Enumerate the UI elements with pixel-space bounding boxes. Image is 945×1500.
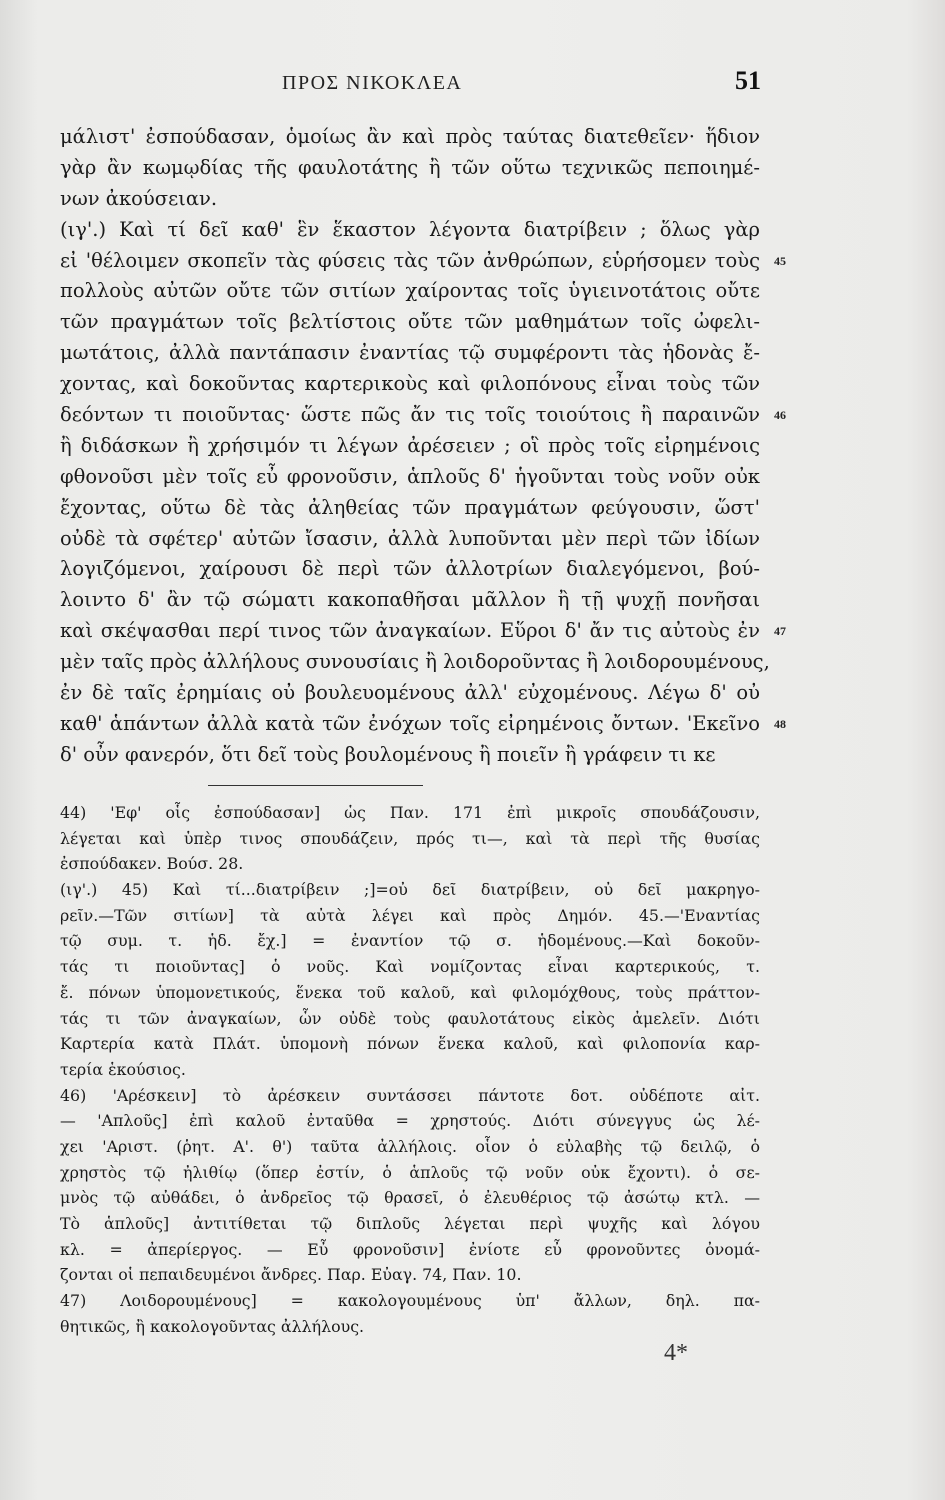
footnote-line: Τὸ ἁπλοῦς] ἀντιτίθεται τῷ διπλοῦς λέγεται περὶ ψυχῆς καὶ λόγου: [60, 1214, 760, 1233]
text-line: ἢ διδάσκων ἢ χρήσιμόν τι λέγων ἀρέσειεν ; οἳ πρὸς τοῖς εἰρημένοις: [60, 433, 760, 457]
page-header: [0, 66, 945, 102]
footnote-line: ρεῖν.—Τῶν σιτίων] τὰ αὐτὰ λέγει καὶ πρὸς Δημόν. 45.—'Εναντίας: [60, 905, 760, 925]
footnote-line: χρηστὸς τῷ ἠλιθίῳ (ὅπερ ἐστίν, ὁ ἁπλοῦς τῷ νοῦν οὐκ ἔχοντι). ὁ σε-: [60, 1162, 760, 1182]
footnote-line: 46) 'Αρέσκειν] τὸ ἀρέσκειν συντάσσει πάντοτε δοτ. οὐδέποτε αἰτ.: [60, 1085, 760, 1105]
footnotes: [60, 800, 760, 1339]
footnote-line: τάς τι ποιοῦντας] ὁ νοῦς. Καὶ νομίζοντας εἶναι καρτερικούς, τ.: [60, 957, 760, 977]
footnote-line: θητικῶς, ἢ κακολογοῦντας ἀλλήλους.: [60, 1316, 365, 1336]
text-line: φθονοῦσι μὲν τοῖς εὖ φρονοῦσιν, ἁπλοῦς δ' ἡγοῦνται τοὺς νοῦν οὐκ: [60, 464, 760, 488]
footnote-line: ζονται οἱ πεπαιδευμένοι ἄνδρες. Παρ. Εὐαγ. 74, Παν. 10.: [60, 1265, 522, 1285]
footnote-line: λέγεται καὶ ὑπὲρ τινος σπουδάζειν, πρός τι—, καὶ τὰ περὶ τῆς θυσίας: [60, 828, 760, 848]
footnote-line: (ιγ'.) 45) Καὶ τί...διατρίβειν ;]=οὐ δεῖ διατρίβειν, οὐ δεῖ μακρηγο-: [60, 880, 760, 900]
footnote-line: Καρτερία κατὰ Πλάτ. ὑπομονὴ πόνων ἕνεκα καλοῦ, καὶ φιλοπονία καρ-: [60, 1034, 760, 1054]
text-line: τῶν πραγμάτων τοῖς βελτίστοις οὔτε τῶν μαθημάτων τοῖς ὠφελι-: [60, 310, 760, 334]
text-line: δεόντων τι ποιοῦντας· ὥστε πῶς ἄν τις τοῖς τοιούτοις ἢ παραινῶν: [60, 403, 760, 427]
margin-section-number: 47: [774, 624, 786, 639]
footnote-line: — 'Απλοῦς] ἐπὶ καλοῦ ἐνταῦθα = χρηστούς. Διότι σύνεγγυς ὡς λέ-: [60, 1111, 760, 1131]
footnote-line: μνὸς τῷ αὐθάδει, ὁ ἀνδρεῖος τῷ θρασεῖ, ὁ ἐλευθέριος τῷ ἀσώτῳ κτλ. —: [60, 1188, 760, 1208]
footnote-line: 47) Λοιδορουμένους] = κακολογουμένους ὑπ' ἄλλων, δηλ. πα-: [60, 1291, 760, 1311]
text-line: πολλοὺς αὐτῶν οὔτε τῶν σιτίων χαίροντας τοῖς ὑγιεινοτάτοις οὔτε: [60, 279, 760, 303]
footnote-line: τάς τι τῶν ἀναγκαίων, ὧν οὐδὲ τοὺς φαυλοτάτους εἰκὸς ἀμελεῖν. Διότι: [60, 1008, 760, 1028]
text-line: εἰ 'θέλοιμεν σκοπεῖν τὰς φύσεις τὰς τῶν ἀνθρώπων, εὑρήσομεν τοὺς: [60, 248, 760, 272]
footnote-line: κλ. = ἀπερίεργος. — Εὖ φρονοῦσιν] ἐνίοτε εὖ φρονοῦντες ὀνομά-: [60, 1239, 760, 1259]
footnote-line: 44) 'Εφ' οἷς ἐσπούδασαν] ὡς Παν. 171 ἐπὶ μικροῖς σπουδάζουσιν,: [60, 803, 760, 822]
text-line: καθ' ἁπάντων ἀλλὰ κατὰ τῶν ἐνόχων τοῖς εἰρημένοις ὄντων. 'Εκεῖνο: [60, 711, 760, 735]
text-line: μάλιστ' ἐσπούδασαν, ὁμοίως ἂν καὶ πρὸς ταύτας διατεθεῖεν· ἥδιον: [60, 125, 760, 148]
footnote-separator: [208, 785, 423, 786]
margin-section-number: 48: [774, 717, 786, 732]
margin-section-number: 46: [774, 408, 786, 423]
text-line: ἐν δὲ ταῖς ἐρημίαις οὐ βουλευομένους ἀλλ' εὐχομένους. Λέγω δ' οὐ: [60, 681, 760, 705]
footnote-line: χει 'Αριστ. (ῥητ. Α'. θ') ταῦτα ἀλλήλοις. οἷον ὁ εὐλαβὴς τῷ δειλῷ, ὁ: [60, 1136, 760, 1156]
text-line: (ιγ'.) Καὶ τί δεῖ καθ' ἓν ἕκαστον λέγοντα διατρίβειν ; ὅλως γὰρ: [60, 217, 760, 241]
footnote-line: ἔ. πόνων ὑπομονετικούς, ἕνεκα τοῦ καλοῦ, καὶ φιλομόχθους, τοὺς πράττον-: [60, 982, 760, 1002]
footnote-line: τῷ συμ. τ. ἡδ. ἔχ.] = ἐναντίον τῷ σ. ἡδομένους.—Καὶ δοκοῦν-: [60, 931, 760, 951]
text-line: δ' οὖν φανερόν, ὅτι δεῖ τοὺς βουλομένους ἢ ποιεῖν ἢ γράφειν τι κε: [60, 742, 716, 766]
margin-section-number: 45: [774, 253, 786, 268]
text-line: μωτάτοις, ἀλλὰ παντάπασιν ἐναντίας τῷ συμφέροντι τὰς ἡδονὰς ἔ-: [60, 341, 760, 365]
running-title: ΠΡΟΣ ΝΙΚΟΚΛΕΑ: [282, 72, 463, 94]
text-line: ἔχοντας, οὕτω δὲ τὰς ἀληθείας τῶν πραγμάτων φεύγουσιν, ὥστ': [60, 495, 760, 519]
footnote-line: ἐσπούδακεν. Βούσ. 28.: [60, 854, 244, 874]
page-number: 51: [735, 66, 761, 95]
text-line: λογιζόμενοι, χαίρουσι δὲ περὶ τῶν ἀλλοτρίων διαλεγόμενοι, βού-: [60, 557, 760, 581]
main-text: [60, 122, 786, 771]
text-line: χοντας, καὶ δοκοῦντας καρτερικοὺς καὶ φιλοπόνους εἶναι τοὺς τῶν: [60, 372, 760, 396]
text-line: καὶ σκέψασθαι περί τινος τῶν ἀναγκαίων. Εὕροι δ' ἄν τις αὐτοὺς ἐν: [60, 619, 760, 643]
text-line: νων ἀκούσειαν.: [60, 186, 218, 210]
text-line: μὲν ταῖς πρὸς ἀλλήλους συνουσίαις ἢ λοιδοροῦντας ἢ λοιδορουμένους,: [60, 650, 770, 674]
text-line: λοιντο δ' ἂν τῷ σώματι κακοπαθῆσαι μᾶλλον ἢ τῇ ψυχῇ πονῆσαι: [60, 588, 760, 612]
text-line: οὐδὲ τὰ σφέτερ' αὐτῶν ἴσασιν, ἀλλὰ λυποῦνται μὲν περὶ τῶν ἰδίων: [60, 526, 760, 550]
text-line: γὰρ ἂν κωμῳδίας τῆς φαυλοτάτης ἢ τῶν οὕτω τεχνικῶς πεποιημέ-: [60, 155, 760, 179]
signature-mark: 4*: [664, 1340, 688, 1366]
footnote-line: τερία ἑκούσιος.: [60, 1059, 186, 1079]
